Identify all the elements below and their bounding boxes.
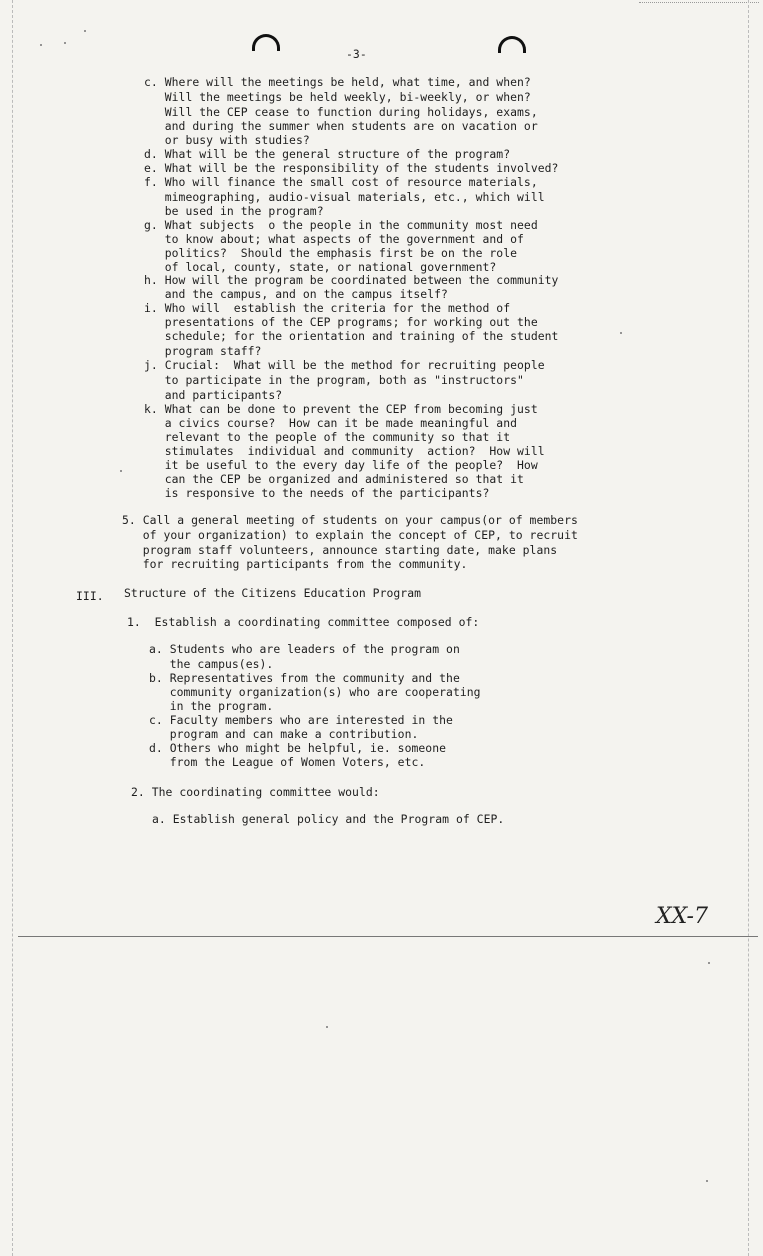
question-h: h. How will the program be coordinated between the community	[144, 273, 559, 287]
text-line: stimulates individual and community action? How will	[144, 444, 545, 458]
text-line: is responsive to the needs of the participants?	[144, 486, 490, 500]
text-line: Will the meetings be held weekly, bi-weekly, or when?	[144, 90, 531, 104]
text-line: the campus(es).	[149, 657, 274, 671]
punch-hole-left-icon	[252, 34, 280, 51]
item-5: 5. Call a general meeting of students on your campus(or of members	[122, 513, 578, 527]
text-line: Will the CEP cease to function during holidays, exams,	[144, 105, 538, 119]
question-g: g. What subjects o the people in the community most need	[144, 218, 538, 232]
text-line: politics? Should the emphasis first be on the role	[144, 246, 518, 260]
member-b: b. Representatives from the community and the	[149, 671, 460, 685]
member-c: c. Faculty members who are interested in the	[149, 713, 453, 727]
question-e: e. What will be the responsibility of the students involved?	[144, 161, 559, 175]
text-line: or busy with studies?	[144, 133, 310, 147]
question-c: c. Where will the meetings be held, what time, and when?	[144, 75, 531, 89]
text-line: of local, county, state, or national government?	[144, 260, 497, 274]
duty-a: a. Establish general policy and the Program of CEP.	[152, 812, 505, 826]
question-k: k. What can be done to prevent the CEP from becoming just	[144, 402, 538, 416]
question-j: j. Crucial: What will be the method for recruiting people	[144, 358, 545, 372]
text-line: to participate in the program, both as "instructors"	[144, 373, 524, 387]
punch-hole-right-icon	[498, 36, 526, 53]
text-line: be used in the program?	[144, 204, 324, 218]
top-edge-dots	[639, 2, 759, 3]
scan-speck	[84, 30, 86, 32]
scan-speck	[120, 470, 122, 472]
scan-speck	[64, 42, 66, 44]
text-line: relevant to the people of the community so that it	[144, 430, 511, 444]
item-2: 2. The coordinating committee would:	[131, 785, 380, 799]
text-line: mimeographing, audio-visual materials, etc., which will	[144, 190, 545, 204]
scan-speck	[40, 44, 42, 46]
text-line: program and can make a contribution.	[149, 727, 419, 741]
text-line: schedule; for the orientation and training of the student	[144, 329, 559, 343]
page-number: -3-	[346, 47, 367, 61]
text-line: to know about; what aspects of the government and of	[144, 232, 524, 246]
text-line: can the CEP be organized and administered so that it	[144, 472, 524, 486]
text-line: and participants?	[144, 388, 283, 402]
text-line: of your organization) to explain the concept of CEP, to recruit	[122, 528, 578, 542]
question-f: f. Who will finance the small cost of resource materials,	[144, 175, 538, 189]
scan-speck	[706, 1180, 708, 1182]
text-line: in the program.	[149, 699, 274, 713]
text-line: from the League of Women Voters, etc.	[149, 755, 426, 769]
page-bottom-rule	[18, 936, 758, 937]
section-title: Structure of the Citizens Education Program	[124, 586, 422, 600]
question-d: d. What will be the general structure of the program?	[144, 147, 511, 161]
member-a: a. Students who are leaders of the program on	[149, 642, 460, 656]
text-line: presentations of the CEP programs; for working out the	[144, 315, 538, 329]
handwritten-page-mark: XX-7	[656, 904, 708, 929]
text-line: program staff?	[144, 344, 262, 358]
text-line: it be useful to the every day life of the people? How	[144, 458, 538, 472]
right-scan-edge	[748, 0, 749, 1256]
question-i: i. Who will establish the criteria for the method of	[144, 301, 511, 315]
scan-speck	[326, 1026, 328, 1028]
text-line: a civics course? How can it be made meaningful and	[144, 416, 518, 430]
text-line: for recruiting participants from the community.	[122, 557, 468, 571]
section-number: III.	[76, 589, 104, 603]
scan-speck	[708, 962, 710, 964]
left-scan-edge	[12, 0, 13, 1256]
text-line: program staff volunteers, announce starting date, make plans	[122, 543, 558, 557]
item-1: 1. Establish a coordinating committee composed of:	[127, 615, 480, 629]
text-line: community organization(s) who are cooperating	[149, 685, 481, 699]
scan-speck	[620, 332, 622, 334]
text-line: and the campus, and on the campus itself?	[144, 287, 448, 301]
member-d: d. Others who might be helpful, ie. someone	[149, 741, 447, 755]
text-line: and during the summer when students are on vacation or	[144, 119, 538, 133]
